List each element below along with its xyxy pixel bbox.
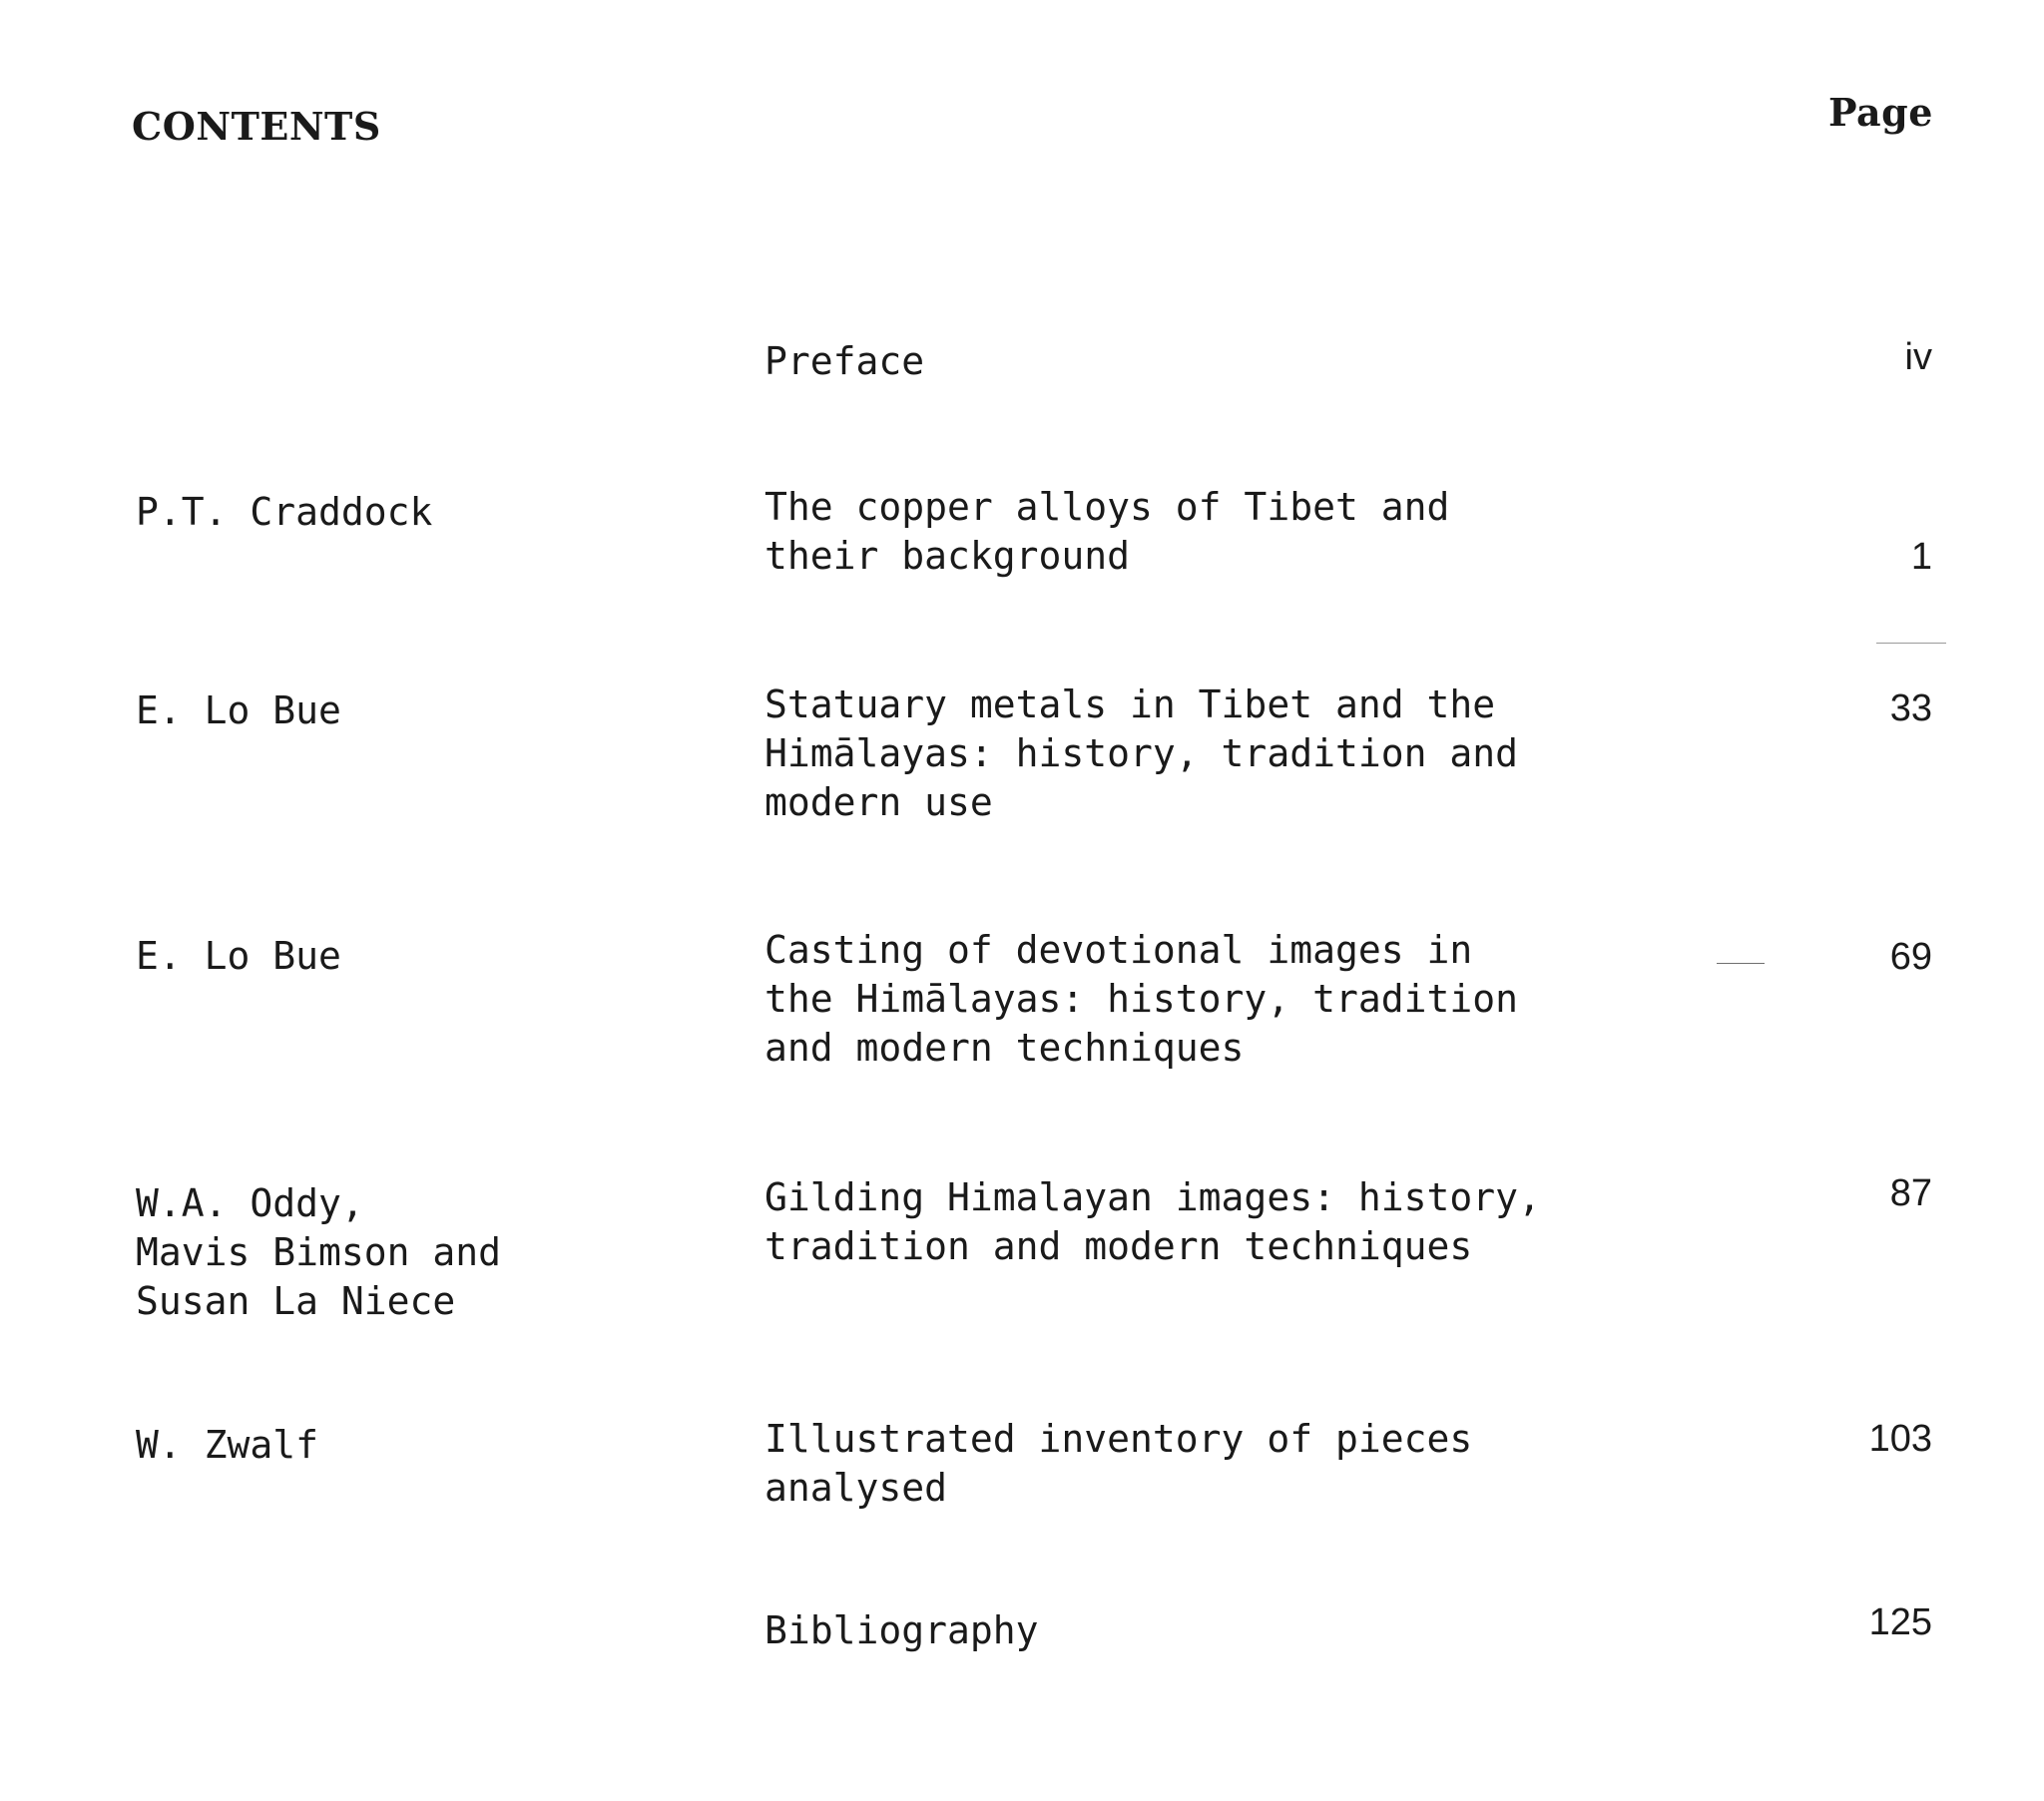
page-number: 87 bbox=[1889, 1172, 1932, 1214]
page-number: 1 bbox=[1910, 536, 1932, 578]
entry-author bbox=[136, 686, 341, 735]
entry-author bbox=[136, 488, 432, 537]
title-line: Statuary metals in Tibet and the bbox=[765, 682, 1496, 726]
title-line: Bibliography bbox=[765, 1608, 1039, 1652]
author-line: Mavis Bimson and bbox=[136, 1230, 502, 1274]
page-number: 69 bbox=[1889, 936, 1932, 978]
page-number: iv bbox=[1904, 336, 1932, 378]
title-line: Preface bbox=[765, 339, 925, 383]
author-line: W. Zwalf bbox=[136, 1423, 319, 1467]
title-line: and modern techniques bbox=[765, 1026, 1245, 1070]
title-line: analysed bbox=[765, 1466, 948, 1510]
title-line: Himālayas: history, tradition and bbox=[765, 731, 1518, 775]
entry-title-bibliography bbox=[765, 1606, 1039, 1655]
entry-title bbox=[765, 1415, 1472, 1513]
title-line: Casting of devotional images in bbox=[765, 928, 1473, 972]
title-line: modern use bbox=[765, 780, 993, 824]
author-line: E. Lo Bue bbox=[136, 934, 341, 978]
author-line: W.A. Oddy, bbox=[136, 1181, 364, 1225]
scan-mark bbox=[1876, 643, 1946, 644]
author-line: P.T. Craddock bbox=[136, 490, 433, 534]
title-line: their background bbox=[765, 534, 1131, 578]
title-line: the Himālayas: history, tradition bbox=[765, 977, 1518, 1021]
author-line: Susan La Niece bbox=[136, 1279, 456, 1323]
title-line: The copper alloys of Tibet and bbox=[765, 485, 1450, 529]
entry-title bbox=[765, 1173, 1541, 1271]
page-number: 33 bbox=[1889, 687, 1932, 729]
entry-author bbox=[136, 1421, 318, 1470]
entry-title bbox=[765, 926, 1518, 1073]
page-number: 125 bbox=[1868, 1601, 1932, 1643]
title-line: tradition and modern techniques bbox=[765, 1224, 1473, 1268]
title-line: Illustrated inventory of pieces bbox=[765, 1417, 1473, 1461]
title-line: Gilding Himalayan images: history, bbox=[765, 1175, 1541, 1219]
entry-title-preface bbox=[765, 337, 924, 386]
scan-mark bbox=[1717, 963, 1765, 964]
page-column-heading: Page bbox=[1828, 90, 1933, 135]
entry-title bbox=[765, 680, 1518, 827]
contents-heading: CONTENTS bbox=[132, 104, 381, 149]
entry-author bbox=[136, 932, 341, 981]
page-number: 103 bbox=[1868, 1418, 1932, 1460]
entry-author bbox=[136, 1179, 501, 1326]
author-line: E. Lo Bue bbox=[136, 688, 341, 732]
entry-title bbox=[765, 483, 1449, 581]
